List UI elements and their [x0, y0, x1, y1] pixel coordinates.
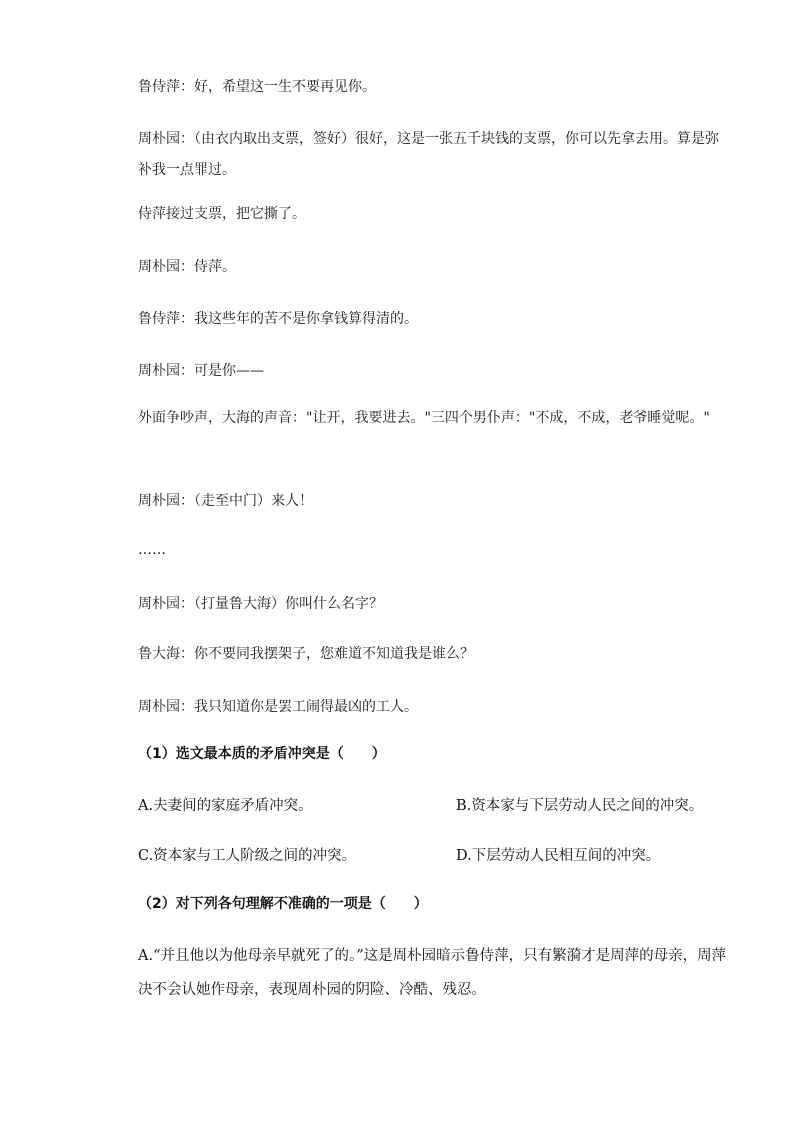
- dialogue-line-11: 周朴园：我只知道你是罢工闹得最凶的工人。: [138, 699, 418, 715]
- dialogue-line-7: 外面争吵声，大海的声音："让开，我要进去。"三四个男仆声："不成，不成，老爷睡觉呢。": [138, 410, 710, 426]
- question-1-stem: （1）选文最本质的矛盾冲突是（ ）: [138, 746, 386, 762]
- dialogue-line-1: 鲁侍萍：好，希望这一生不要再见你。: [138, 79, 376, 95]
- dialogue-line-2: 周朴园：（由衣内取出支票，签好）很好，这是一张五千块钱的支票，你可以先拿去用。算是弥补我一点罪过。: [138, 131, 719, 178]
- dialogue-line-6: 周朴园：可是你——: [138, 363, 264, 379]
- dialogue-line-5: 鲁侍萍：我这些年的苦不是你拿钱算得清的。: [138, 311, 418, 327]
- dialogue-line-10: 鲁大海：你不要同我摆架子，您难道不知道我是谁么？: [138, 646, 474, 662]
- question-1-option-d: D.下层劳动人民相互间的冲突。: [456, 848, 661, 864]
- question-1-option-c: C.资本家与工人阶级之间的冲突。: [138, 848, 357, 864]
- question-1-option-b: B.资本家与下层劳动人民之间的冲突。: [456, 798, 704, 814]
- dialogue-line-3: 侍萍接过支票，把它撕了。: [138, 206, 306, 222]
- dialogue-line-8: 周朴园：（走至中门）来人！: [138, 493, 313, 509]
- ellipsis-line: ……: [138, 542, 166, 558]
- dialogue-line-4: 周朴园：侍萍。: [138, 259, 236, 275]
- question-1-option-a: A.夫妻间的家庭矛盾冲突。: [138, 798, 313, 814]
- question-2-stem: （2）对下列各句理解不准确的一项是（ ）: [138, 896, 428, 912]
- dialogue-line-9: 周朴园：（打量鲁大海）你叫什么名字？: [138, 596, 383, 612]
- question-2-option-a: A.“并且他以为他母亲早就死了的。”这是周朴园暗示鲁侍萍，只有繁漪才是周萍的母亲，周萍决不会认她作母亲，表现周朴园的阴险、冷酷、残忍。: [138, 948, 727, 998]
